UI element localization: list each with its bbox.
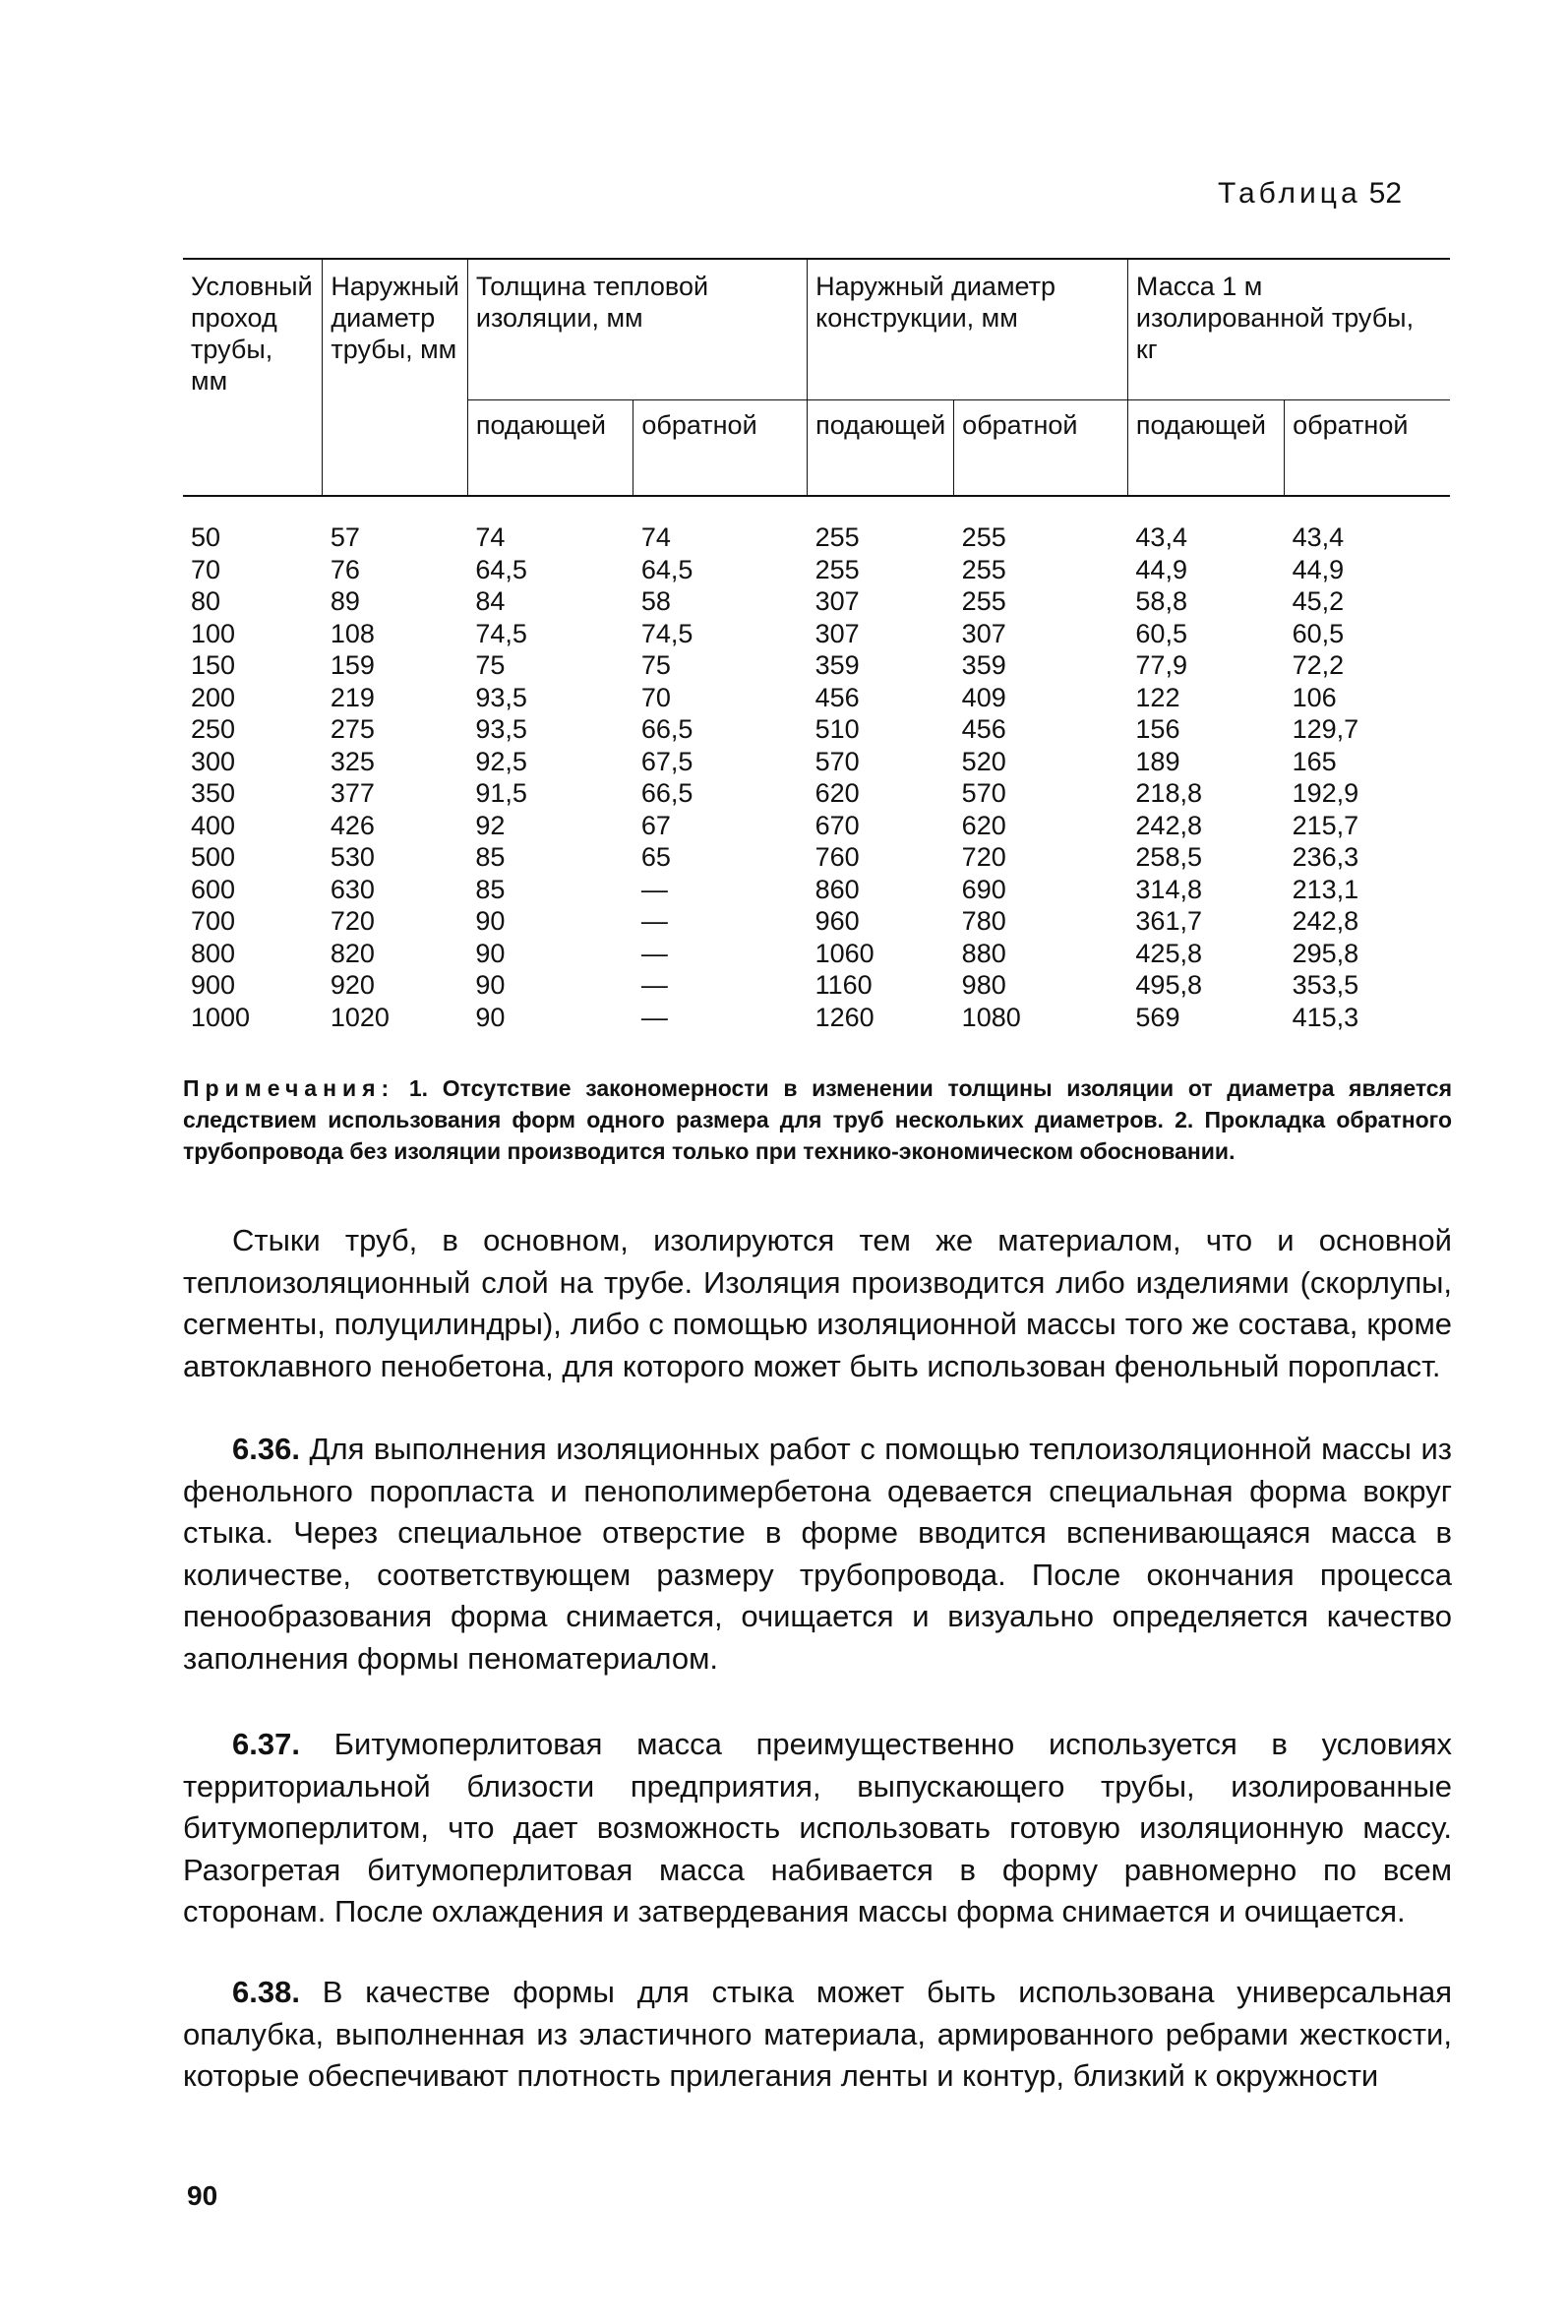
table-row (183, 683, 1450, 715)
cell-construction-return: 780 (961, 906, 1006, 937)
table-row (183, 842, 1450, 875)
header-mass: Масса 1 м изолированной трубы, кг (1127, 259, 1450, 400)
cell-construction-return: 456 (961, 714, 1006, 745)
cell-construction-return: 1080 (961, 1002, 1021, 1032)
cell-construction-return: 409 (961, 682, 1006, 712)
header-insulation-return: обратной (633, 400, 808, 497)
cell-outer-diameter: 720 (330, 906, 375, 937)
cell-insulation-return: — (640, 874, 668, 904)
cell-construction-supply: 1060 (814, 938, 874, 968)
table-row (183, 619, 1450, 651)
cell-insulation-return: — (640, 906, 668, 937)
table-row (183, 906, 1450, 939)
cell-mass-return: 43,4 (1292, 522, 1345, 553)
cell-mass-return: 72,2 (1292, 650, 1345, 681)
cell-insulation-return: 65 (640, 842, 671, 873)
table-body (183, 496, 1450, 1034)
cell-nominal-bore: 250 (191, 714, 236, 745)
cell-construction-return: 980 (961, 970, 1006, 1001)
cell-insulation-return: — (640, 970, 668, 1001)
cell-insulation-return: — (640, 938, 668, 968)
cell-outer-diameter: 426 (330, 810, 375, 840)
cell-mass-supply: 495,8 (1135, 970, 1202, 1001)
paragraph-text: Битумоперлитовая масса преимущественно используется в условиях территориальной близости предприятия, выпускающего трубы, изолированные битумоперлитом, что дает возможность использовать готовую изоляционную массу. Разогретая битумоперлитовая масса набивается в форму равномерно по всем сторонам. После охлаждения и затвердевания массы форма снимается и очищается. (183, 1727, 1452, 1928)
header-outer-diameter: Наружный диаметр трубы, мм (323, 259, 468, 496)
cell-mass-supply: 77,9 (1135, 650, 1187, 681)
cell-outer-diameter: 630 (330, 874, 375, 904)
cell-insulation-supply: 92,5 (475, 746, 527, 776)
paragraph-6-37 (183, 1724, 1452, 1933)
cell-mass-supply: 60,5 (1135, 618, 1187, 648)
cell-construction-supply: 1260 (814, 1002, 874, 1032)
cell-construction-supply: 620 (814, 778, 860, 809)
table-row (183, 522, 1450, 555)
cell-mass-return: 295,8 (1292, 938, 1359, 968)
cell-construction-return: 359 (961, 650, 1006, 681)
cell-insulation-return: 70 (640, 682, 671, 712)
cell-insulation-return: 67,5 (640, 746, 694, 776)
paragraph-text: Стыки труб, в основном, изолируются тем же материалом, что и основной теплоизоляционный слой на трубе. Изоляция производится либо изделиями (скорлупы, сегменты, полуцилиндры), либо с помощью изоляционной массы того же состава, кроме автоклавного пенобетона, для которого может быть использован фенольный поропласт. (183, 1223, 1452, 1383)
cell-construction-supply: 960 (814, 906, 860, 937)
cell-construction-supply: 307 (814, 586, 860, 617)
table-caption (1218, 177, 1402, 211)
table-row (183, 811, 1450, 843)
cell-mass-supply: 569 (1135, 1002, 1180, 1032)
cell-construction-return: 570 (961, 778, 1006, 809)
cell-nominal-bore: 80 (191, 586, 221, 617)
header-mass-return: обратной (1285, 400, 1450, 497)
cell-mass-supply: 156 (1135, 714, 1180, 745)
paragraph-number: 6.37. (232, 1727, 300, 1761)
cell-construction-return: 255 (961, 554, 1006, 584)
cell-mass-supply: 218,8 (1135, 778, 1202, 809)
table-row (183, 586, 1450, 619)
cell-mass-supply: 43,4 (1135, 522, 1187, 553)
paragraph-number: 6.38. (232, 1975, 300, 2009)
cell-insulation-supply: 90 (475, 1002, 506, 1032)
cell-nominal-bore: 400 (191, 810, 236, 840)
cell-nominal-bore: 150 (191, 650, 236, 681)
notes-text: 1. Отсутствие закономерности в изменении толщины изоляции от диаметра является следствием использования форм одного размера для труб нескольких диаметров. 2. Прокладка обратного трубопровода без изоляции производится только при технико-экономическом обосновании. (183, 1075, 1452, 1164)
cell-construction-return: 255 (961, 586, 1006, 617)
cell-mass-return: 129,7 (1292, 714, 1359, 745)
cell-nominal-bore: 600 (191, 874, 236, 904)
cell-outer-diameter: 920 (330, 970, 375, 1001)
cell-mass-supply: 425,8 (1135, 938, 1202, 968)
data-table (183, 258, 1450, 1034)
cell-outer-diameter: 57 (330, 522, 360, 553)
table-row (183, 778, 1450, 811)
cell-nominal-bore: 1000 (191, 1002, 251, 1032)
cell-nominal-bore: 700 (191, 906, 236, 937)
cell-insulation-supply: 74 (475, 522, 506, 553)
cell-construction-supply: 510 (814, 714, 860, 745)
header-construction-supply: подающей (808, 400, 954, 497)
header-nominal-bore: Условный проход трубы, мм (183, 259, 323, 496)
cell-construction-return: 690 (961, 874, 1006, 904)
table-row (183, 650, 1450, 683)
table-row (183, 555, 1450, 587)
cell-outer-diameter: 530 (330, 842, 375, 873)
table-caption-word: Таблица (1218, 177, 1361, 210)
header-insulation-thickness: Толщина тепловой изоляции, мм (467, 259, 807, 400)
cell-construction-return: 880 (961, 938, 1006, 968)
cell-mass-return: 213,1 (1292, 874, 1359, 904)
cell-insulation-supply: 74,5 (475, 618, 527, 648)
cell-outer-diameter: 219 (330, 682, 375, 712)
cell-mass-return: 415,3 (1292, 1002, 1359, 1032)
table-caption-number: 52 (1368, 177, 1403, 210)
cell-construction-supply: 760 (814, 842, 860, 873)
table-row (183, 1003, 1450, 1035)
paragraph-6-38 (183, 1972, 1452, 2098)
cell-insulation-return: 64,5 (640, 554, 694, 584)
cell-insulation-return: 66,5 (640, 714, 694, 745)
cell-construction-supply: 860 (814, 874, 860, 904)
cell-mass-supply: 122 (1135, 682, 1180, 712)
cell-outer-diameter: 108 (330, 618, 375, 648)
cell-insulation-return: 58 (640, 586, 671, 617)
cell-nominal-bore: 300 (191, 746, 236, 776)
cell-mass-return: 60,5 (1292, 618, 1345, 648)
cell-outer-diameter: 159 (330, 650, 375, 681)
cell-insulation-supply: 93,5 (475, 682, 527, 712)
cell-construction-return: 620 (961, 810, 1006, 840)
cell-insulation-supply: 92 (475, 810, 506, 840)
cell-construction-supply: 570 (814, 746, 860, 776)
cell-outer-diameter: 377 (330, 778, 375, 809)
cell-nominal-bore: 900 (191, 970, 236, 1001)
cell-construction-supply: 456 (814, 682, 860, 712)
cell-insulation-supply: 90 (475, 970, 506, 1001)
cell-insulation-supply: 75 (475, 650, 506, 681)
cell-construction-supply: 670 (814, 810, 860, 840)
cell-construction-return: 520 (961, 746, 1006, 776)
cell-mass-supply: 242,8 (1135, 810, 1202, 840)
cell-mass-supply: 58,8 (1135, 586, 1187, 617)
cell-construction-supply: 255 (814, 522, 860, 553)
cell-outer-diameter: 1020 (330, 1002, 390, 1032)
page-number: 90 (187, 2180, 218, 2211)
paragraph-joints (183, 1220, 1452, 1387)
cell-insulation-supply: 84 (475, 586, 506, 617)
cell-outer-diameter: 89 (330, 586, 360, 617)
header-mass-supply: подающей (1127, 400, 1284, 497)
cell-insulation-supply: 91,5 (475, 778, 527, 809)
cell-nominal-bore: 500 (191, 842, 236, 873)
cell-insulation-return: 74 (640, 522, 671, 553)
cell-mass-return: 215,7 (1292, 810, 1359, 840)
cell-insulation-return: 66,5 (640, 778, 694, 809)
cell-insulation-supply: 90 (475, 938, 506, 968)
cell-insulation-supply: 90 (475, 906, 506, 937)
cell-insulation-return: — (640, 1002, 668, 1032)
cell-nominal-bore: 70 (191, 554, 221, 584)
header-insulation-supply: подающей (467, 400, 633, 497)
table-row (183, 970, 1450, 1003)
cell-mass-return: 353,5 (1292, 970, 1359, 1001)
cell-mass-supply: 189 (1135, 746, 1180, 776)
cell-outer-diameter: 325 (330, 746, 375, 776)
table-row (183, 747, 1450, 779)
cell-mass-return: 236,3 (1292, 842, 1359, 873)
table-row (183, 714, 1450, 747)
cell-mass-supply: 258,5 (1135, 842, 1202, 873)
notes-label: Примечания: (183, 1075, 395, 1101)
cell-insulation-supply: 85 (475, 842, 506, 873)
cell-nominal-bore: 100 (191, 618, 236, 648)
paragraph-text: В качестве формы для стыка может быть использована универсальная опалубка, выполненная из эластичного материала, армированного ребрами жесткости, которые обеспечивают плотность прилегания ленты и контур, близкий к окружности (183, 1975, 1452, 2093)
cell-outer-diameter: 275 (330, 714, 375, 745)
cell-construction-return: 307 (961, 618, 1006, 648)
cell-insulation-return: 75 (640, 650, 671, 681)
table-row (183, 939, 1450, 971)
cell-nominal-bore: 350 (191, 778, 236, 809)
cell-mass-return: 242,8 (1292, 906, 1359, 937)
cell-mass-return: 165 (1292, 746, 1337, 776)
cell-insulation-return: 67 (640, 810, 671, 840)
cell-insulation-return: 74,5 (640, 618, 694, 648)
cell-mass-supply: 314,8 (1135, 874, 1202, 904)
cell-construction-supply: 255 (814, 554, 860, 584)
paragraph-number: 6.36. (232, 1432, 300, 1466)
cell-construction-supply: 307 (814, 618, 860, 648)
paragraph-text: Для выполнения изоляционных работ с помощью теплоизоляционной массы из фенольного поропласта и пенополимербетона одевается специальная форма вокруг стыка. Через специальное отверстие в форме вводится вспенивающаяся масса в количестве, соответствующем размеру трубопровода. После окончания процесса пенообразования форма снимается, очищается и визуально определяется качество заполнения формы пеноматериалом. (183, 1432, 1452, 1676)
cell-construction-supply: 359 (814, 650, 860, 681)
table-notes (183, 1072, 1452, 1167)
table-row (183, 875, 1450, 907)
cell-nominal-bore: 50 (191, 522, 221, 553)
cell-construction-return: 255 (961, 522, 1006, 553)
cell-outer-diameter: 820 (330, 938, 375, 968)
header-construction-return: обратной (954, 400, 1128, 497)
cell-construction-supply: 1160 (814, 970, 873, 1001)
cell-insulation-supply: 93,5 (475, 714, 527, 745)
cell-mass-return: 45,2 (1292, 586, 1345, 617)
cell-mass-return: 44,9 (1292, 554, 1345, 584)
cell-nominal-bore: 800 (191, 938, 236, 968)
cell-mass-supply: 44,9 (1135, 554, 1187, 584)
cell-insulation-supply: 64,5 (475, 554, 527, 584)
cell-insulation-supply: 85 (475, 874, 506, 904)
cell-construction-return: 720 (961, 842, 1006, 873)
header-construction-diameter: Наружный диаметр конструкции, мм (808, 259, 1128, 400)
cell-mass-return: 192,9 (1292, 778, 1359, 809)
cell-mass-return: 106 (1292, 682, 1337, 712)
cell-outer-diameter: 76 (330, 554, 360, 584)
paragraph-6-36 (183, 1429, 1452, 1680)
cell-mass-supply: 361,7 (1135, 906, 1202, 937)
cell-nominal-bore: 200 (191, 682, 236, 712)
